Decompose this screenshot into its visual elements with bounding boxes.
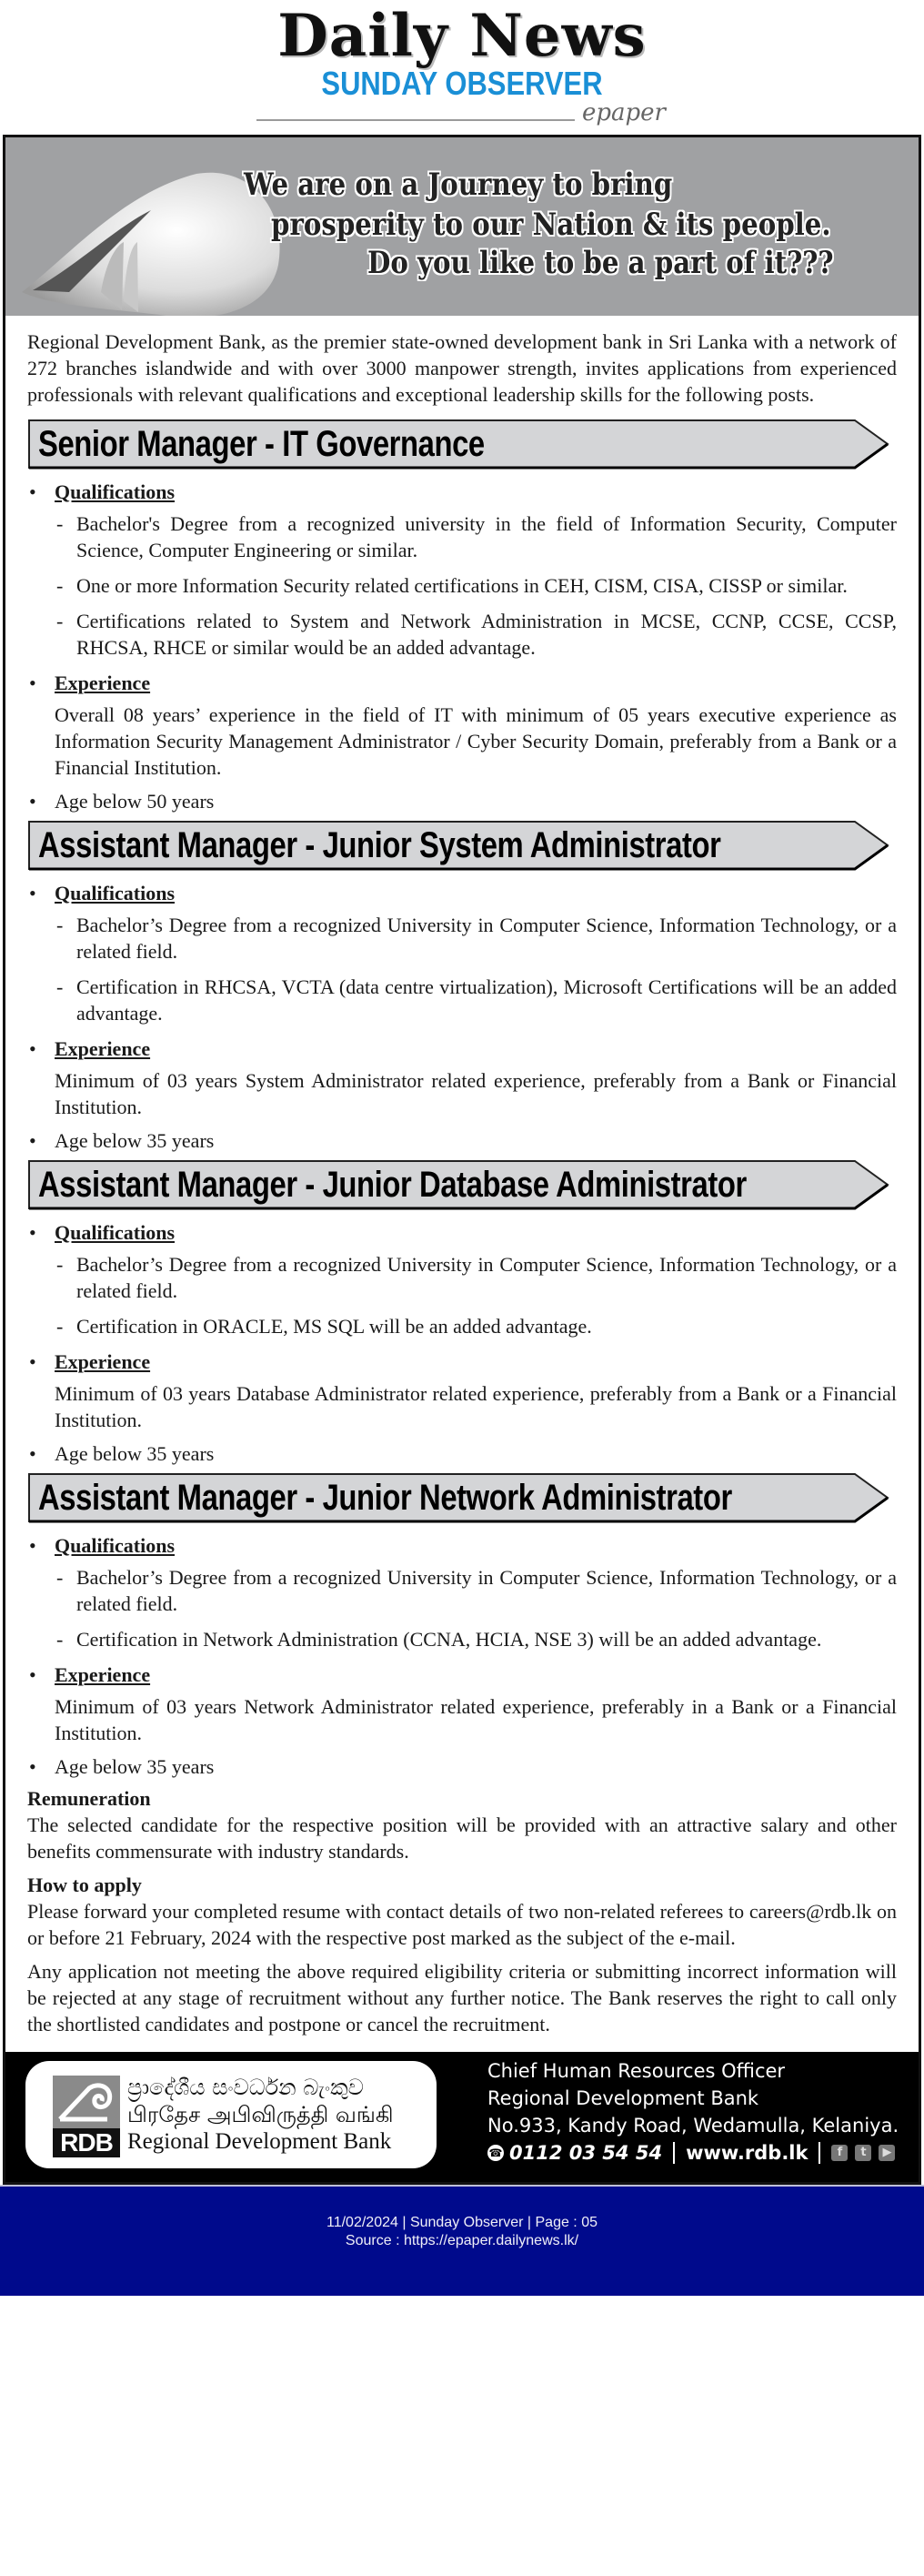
qualification-item: - Bachelor’s Degree from a recognized University in Computer Science, Information Technology, or a related field. (55, 1564, 897, 1617)
contact-address: No.933, Kandy Road, Wedamulla, Kelaniya. (487, 2115, 899, 2137)
divider (819, 2142, 820, 2164)
experience-bullet (27, 1349, 897, 1375)
experience-bullet (27, 1662, 897, 1688)
wave-icon (53, 2076, 120, 2128)
eligibility-notice: Any application not meeting the above required eligibility criteria or submitting incorrect information will be rejected at any stage of recruitment without any further notice. The Bank reserves the right to call only the shortlisted candidates and postpone or cancel the recruitment. (27, 1960, 897, 2036)
contact-website[interactable]: www.rdb.lk (686, 2142, 808, 2164)
facebook-icon[interactable]: f (831, 2145, 848, 2161)
qualifications-heading: Qualifications (55, 1534, 176, 1557)
qualification-item: - Certification in RHCSA, VCTA (data centre virtualization), Microsoft Certifications will be an added advantage. (55, 974, 897, 1026)
post-title: Assistant Manager - Junior Network Administrator (38, 1478, 732, 1518)
job-post (27, 1472, 897, 1780)
posts-list (27, 419, 897, 1780)
phone-icon: ☎ (488, 2147, 503, 2159)
source-url[interactable]: Source : https://epaper.dailynews.lk/ (345, 2233, 579, 2248)
qualification-item: - Certification in ORACLE, MS SQL will be an added advantage. (55, 1313, 897, 1339)
remuneration-text: The selected candidate for the respective position will be provided with an attractive salary and other benefits commensurate with industry standards. (27, 1813, 897, 1863)
masthead (0, 0, 924, 135)
experience-text: Minimum of 03 years Database Administrator related experience, preferably from a Bank or a Financial Institution. (55, 1382, 897, 1431)
age-requirement: • Age below 35 years (27, 1440, 897, 1467)
experience-heading: Experience (55, 1037, 151, 1060)
contact-info (487, 2057, 899, 2167)
ad-content (5, 316, 919, 2052)
slogan-line-2: prosperity to our Nation & its people. (271, 207, 831, 243)
qualifications-list (27, 1564, 897, 1652)
logo-text (127, 2074, 394, 2156)
qualifications-list (27, 510, 897, 661)
post-header (27, 419, 897, 470)
logo-sinhala: ප්‍රාදේශීය සංවර්ධන බැංකුව (127, 2075, 364, 2100)
job-post (27, 1159, 897, 1467)
post-title: Assistant Manager - Junior System Administrator (38, 825, 721, 865)
rdb-logo-mark (53, 2076, 120, 2157)
job-advertisement (3, 135, 921, 2052)
experience-bullet (27, 1035, 897, 1062)
post-header (27, 1472, 897, 1523)
divider (673, 2142, 675, 2164)
masthead-subtitle: SUNDAY OBSERVER (321, 65, 603, 102)
qualifications-bullet (27, 1532, 897, 1559)
qualifications-bullet (27, 1219, 897, 1246)
experience-heading: Experience (55, 1350, 151, 1373)
intro-paragraph: Regional Development Bank, as the premier state-owned development bank in Sri Lanka with a network of 272 branches islandwide and with over 3000 manpower strength, invites applications from experienced professionals with relevant qualifications and exceptional leadership skills for the following posts. (27, 330, 897, 406)
contact-org: Regional Development Bank (487, 2087, 759, 2109)
how-to-apply-text: Please forward your completed resume with contact details of two non-related referees to careers@rdb.lk on or before 21 February, 2024 with the respective post marked as the subject of the e-mail. (27, 1900, 897, 1949)
experience-text: Minimum of 03 years Network Administrator related experience, preferably in a Bank or a Financial Institution. (55, 1695, 897, 1744)
source-footer (0, 2185, 924, 2296)
age-requirement: • Age below 35 years (27, 1127, 897, 1154)
slogan-line-3: Do you like to be a part of it??? (367, 245, 834, 281)
qualification-item: - Bachelor’s Degree from a recognized University in Computer Science, Information Technology, or a related field. (55, 912, 897, 965)
qualifications-heading: Qualifications (55, 1221, 176, 1244)
masthead-edition: epaper (582, 99, 666, 126)
qualifications-heading: Qualifications (55, 882, 176, 904)
remuneration-heading: Remuneration (27, 1787, 151, 1810)
masthead-rule (256, 119, 575, 121)
job-post (27, 820, 897, 1154)
twitter-icon[interactable]: t (855, 2145, 871, 2161)
job-post (27, 419, 897, 814)
qualifications-list (27, 1251, 897, 1339)
qualification-item: - Bachelor's Degree from a recognized university in the field of Information Security, Computer Science, Computer Engineering or similar. (55, 510, 897, 563)
experience-heading: Experience (55, 672, 151, 694)
qualification-item: - Certification in Network Administration (CCNA, HCIA, NSE 3) will be an added advantage. (55, 1626, 897, 1652)
post-header (27, 820, 897, 871)
slogan-line-1: We are on a Journey to bring (244, 167, 673, 203)
contact-phone[interactable]: 0112 03 54 54 (509, 2142, 663, 2164)
post-title: Senior Manager - IT Governance (38, 424, 485, 464)
experience-heading: Experience (55, 1663, 151, 1686)
logo-english: Regional Development Bank (127, 2129, 392, 2154)
qualification-item: - One or more Information Security related certifications in CEH, CISM, CISA, CISSP or similar. (55, 572, 897, 599)
contact-line (487, 2139, 899, 2167)
experience-bullet (27, 670, 897, 696)
rdb-abbr: RDB (53, 2128, 120, 2157)
qualifications-bullet (27, 479, 897, 505)
experience-text: Overall 08 years’ experience in the field of IT with minimum of 05 years executive experience as Information Security Management Administrator / Cyber Security Domain, preferably from a Bank or a Financial Institution. (55, 703, 897, 779)
slogan-banner (5, 137, 919, 316)
source-publication: 11/02/2024 | Sunday Observer | Page : 05 (326, 2215, 598, 2230)
masthead-title: Daily News (277, 2, 647, 70)
qualification-item: - Bachelor’s Degree from a recognized University in Computer Science, Information Technology, or a related field. (55, 1251, 897, 1304)
contact-bar (3, 2052, 921, 2185)
qualifications-heading: Qualifications (55, 480, 176, 503)
qualification-item: - Certifications related to System and Network Administration in MCSE, CCNP, CCSE, CCSP, RHCSA, RHCE or similar would be an added advantage. (55, 608, 897, 661)
qualifications-list (27, 912, 897, 1026)
age-requirement: • Age below 35 years (27, 1753, 897, 1780)
experience-text: Minimum of 03 years System Administrator related experience, preferably from a Bank or Financial Institution. (55, 1069, 897, 1118)
how-to-apply-heading: How to apply (27, 1874, 142, 1896)
logo-tamil: பிரதேச அபிவிருத்தி வங்கி (127, 2102, 394, 2127)
rdb-logo (25, 2061, 437, 2168)
post-header (27, 1159, 897, 1210)
contact-title: Chief Human Resources Officer (487, 2060, 786, 2082)
age-requirement: • Age below 50 years (27, 788, 897, 814)
qualifications-bullet (27, 880, 897, 906)
youtube-icon[interactable]: ▶ (879, 2145, 895, 2161)
post-title: Assistant Manager - Junior Database Administrator (38, 1165, 747, 1205)
